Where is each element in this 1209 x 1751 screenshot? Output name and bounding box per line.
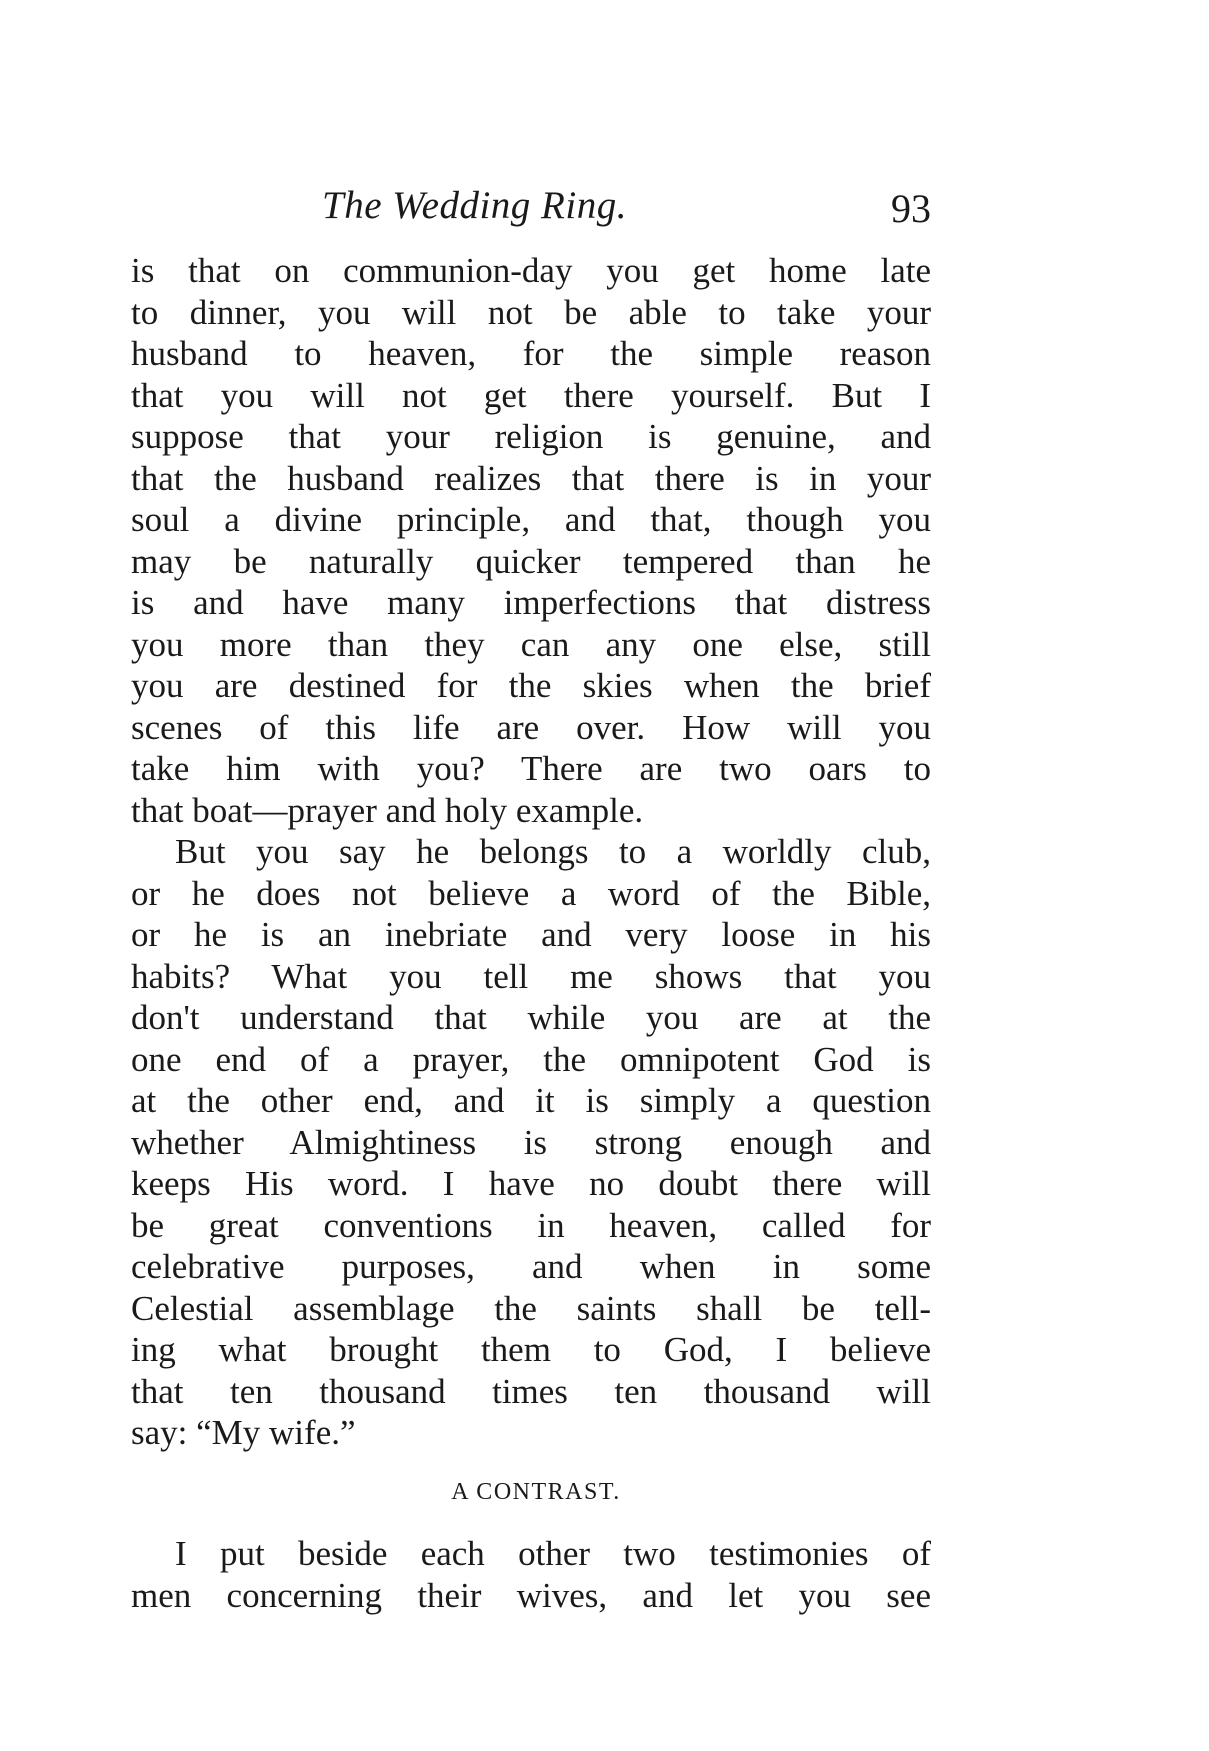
text-line: that boat—prayer and holy example. (131, 790, 644, 830)
text-line: men concerning their wives, and let you see (131, 1575, 931, 1615)
text-line: Celestial assemblage the saints shall be tell- (131, 1288, 931, 1328)
paragraph-1 (131, 250, 931, 831)
text-line: soul a divine principle, and that, though you (131, 500, 931, 539)
running-title: The Wedding Ring. (322, 184, 627, 227)
text-line: scenes of this life are over. How will you (131, 707, 931, 747)
running-head (131, 183, 931, 233)
text-line: that you will not get there yourself. But I (131, 375, 931, 415)
text-line: is and have many imperfections that distress (131, 583, 931, 622)
text-line: keeps His word. I have no doubt there will (131, 1164, 931, 1203)
text-line: husband to heaven, for the simple reason (131, 334, 931, 373)
text-line: one end of a prayer, the omnipotent God is (131, 1039, 931, 1079)
text-line: But you say he belongs to a worldly club, (175, 832, 931, 871)
paragraph-2 (131, 831, 931, 1454)
text-line: may be naturally quicker tempered than he (131, 541, 931, 581)
text-line: whether Almightiness is strong enough and (131, 1122, 931, 1162)
text-line: I put beside each other two testimonies of (175, 1534, 931, 1573)
text-line: be great conventions in heaven, called for (131, 1205, 931, 1245)
text-line: don't understand that while you are at the (131, 998, 931, 1037)
text-line: say: “My wife.” (131, 1413, 356, 1452)
text-line: is that on communion-day you get home late (131, 251, 931, 290)
text-line: or he does not believe a word of the Bible, (131, 873, 931, 913)
text-line: at the other end, and it is simply a question (131, 1081, 931, 1120)
text-line: or he is an inebriate and very loose in his (131, 915, 931, 954)
text-line: take him with you? There are two oars to (131, 749, 931, 788)
body-text (131, 250, 931, 1616)
text-line: to dinner, you will not be able to take your (131, 292, 931, 332)
text-line: suppose that your religion is genuine, and (131, 417, 931, 456)
section-heading: A CONTRAST. (451, 1478, 621, 1505)
text-line: you are destined for the skies when the brief (131, 666, 931, 705)
text-line: habits? What you tell me shows that you (131, 956, 931, 996)
text-line: celebrative purposes, and when in some (131, 1247, 931, 1286)
paragraph-3 (131, 1533, 931, 1616)
text-line: that the husband realizes that there is in your (131, 458, 931, 498)
text-line: that ten thousand times ten thousand will (131, 1371, 931, 1411)
text-line: you more than they can any one else, still (131, 624, 931, 664)
text-line: ing what brought them to God, I believe (131, 1330, 931, 1369)
page-number: 93 (891, 186, 931, 231)
